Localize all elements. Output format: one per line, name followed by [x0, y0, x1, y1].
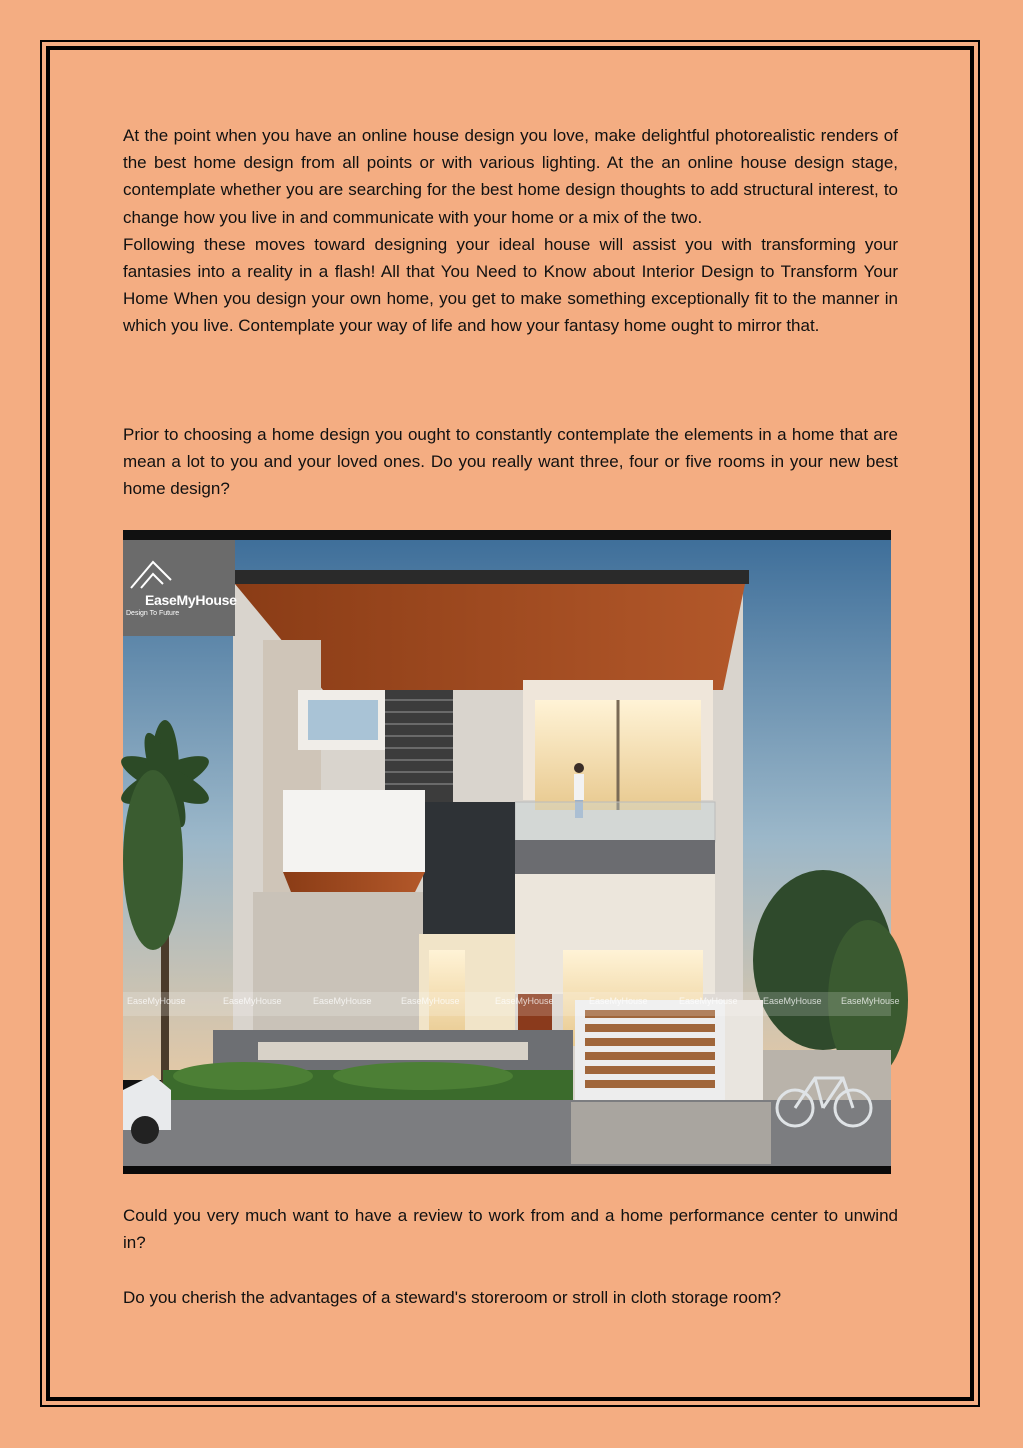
watermark-strip — [123, 992, 900, 1016]
watermark-text: EaseMyHouse — [313, 996, 372, 1006]
house-render-image — [123, 530, 900, 1174]
watermark-text: EaseMyHouse — [127, 996, 186, 1006]
watermark-text: EaseMyHouse — [223, 996, 282, 1006]
logo-name: EaseMyHouse — [145, 592, 237, 608]
watermark-text: EaseMyHouse — [589, 996, 648, 1006]
paragraph-following: Following these moves toward designing your ideal house will assist you with transforming your fantasies into a reality in a flash! All that You Need to Know about Interior Design to Transform Your Home When you design your own home, you get to make something exceptionally fit to the manner in which you live. Contemplate your way of life and how your fantasy home ought to mirror that. — [123, 234, 898, 336]
prior-block — [123, 421, 898, 503]
house-illustration — [123, 530, 891, 1174]
paragraph-prior: Prior to choosing a home design you ought to constantly contemplate the elements in a home that are mean a lot to you and your loved ones. Do you really want three, four or five rooms in your new best home design? — [123, 425, 898, 499]
paragraph-intro: At the point when you have an online house design you love, make delightful photorealistic renders of the best home design from all points or with various lighting. At the an online house design stage, contemplate whether you are searching for the best home design thoughts to add structural interest, to change how you live in and communicate with your home or a mix of the two. — [123, 126, 898, 227]
watermark-text: EaseMyHouse — [763, 996, 822, 1006]
paragraph-storeroom: Do you cherish the advantages of a steward's storeroom or stroll in cloth storage room? — [123, 1288, 782, 1307]
paragraph-review: Could you very much want to have a review to work from and a home performance center to unwind in? — [123, 1206, 898, 1253]
intro-block — [123, 122, 898, 340]
watermark-text: EaseMyHouse — [841, 996, 900, 1006]
logo-tagline: Design To Future — [126, 610, 180, 617]
watermark-text: EaseMyHouse — [679, 996, 738, 1006]
brand-logo — [123, 540, 235, 636]
storeroom-block — [123, 1284, 898, 1311]
review-block — [123, 1202, 898, 1256]
watermark-text: EaseMyHouse — [401, 996, 460, 1006]
watermark-text: EaseMyHouse — [495, 996, 554, 1006]
house-logo-icon — [127, 548, 187, 592]
